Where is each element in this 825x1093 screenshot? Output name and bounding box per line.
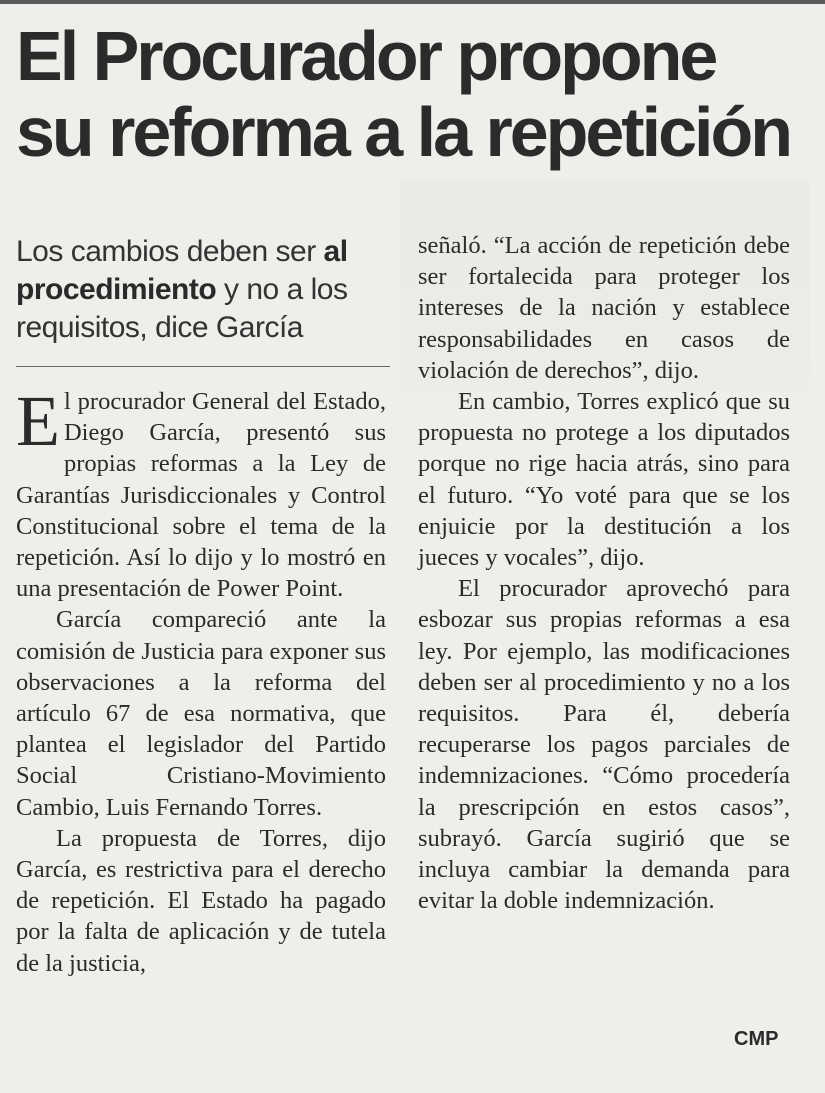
article-column-2 (418, 230, 790, 916)
article-column-1 (16, 381, 386, 979)
deck-subtitle (16, 233, 396, 347)
headline-line-2: su reforma a la repetición (16, 93, 790, 171)
paragraph-3: La propuesta de Torres, dijo García, es restrictiva para el derecho de repetición. El Estado ha pagado por la falta de aplicación y de tutela de la justicia, (16, 824, 386, 977)
paragraph-4: señaló. “La acción de repetición debe ser fortalecida para proteger los intereses de la nación y establece responsabilidades en casos de violación de derechos”, dijo. (418, 232, 790, 384)
headline (16, 18, 816, 170)
paragraph-6: El procurador aprovechó para esbozar sus propias reformas a esa ley. Por ejemplo, las modificaciones deben ser al procedimiento y no a los requisitos. Para él, debería recuperarse los pagos parciales de indemnizaciones. “Cómo procedería la prescripción en estos casos”, subrayó. García sugirió que se incluya cambiar la demanda para evitar la doble indemnización. (418, 575, 790, 915)
deck-text-1: Los cambios deben ser (16, 235, 316, 268)
paragraph-1-text: l procurador General del Estado, Diego García, presentó sus propias reformas a la Ley de Garantías Jurisdiccionales y Control Constitucional sobre el tema de la repetición. Así lo dijo y lo mostró en una presentación de Power Point. (16, 388, 386, 603)
headline-line-1: El Procurador propone (16, 17, 716, 95)
paragraph-2: García compareció ante la comisión de Justicia para exponer sus observaciones a la reforma del artículo 67 de esa normativa, que plantea el legislador del Partido Social Cristiano-Movimiento Cambio, Luis Fernando Torres. (16, 606, 386, 821)
deck-text-2: y no a los requisitos, dice García (16, 273, 348, 344)
drop-cap: E (16, 381, 60, 461)
deck-divider (16, 366, 390, 367)
paragraph-1 (16, 381, 386, 604)
author-signature: CMP (734, 1028, 779, 1050)
top-rule (0, 0, 825, 4)
paragraph-5: En cambio, Torres explicó que su propuesta no protege a los diputados porque no rige hacia atrás, sino para el futuro. “Yo voté para que se los enjuicie por la destitución a los jueces y vocales”, dijo. (418, 388, 790, 572)
deck-bold-text: al procedimiento (16, 235, 348, 306)
